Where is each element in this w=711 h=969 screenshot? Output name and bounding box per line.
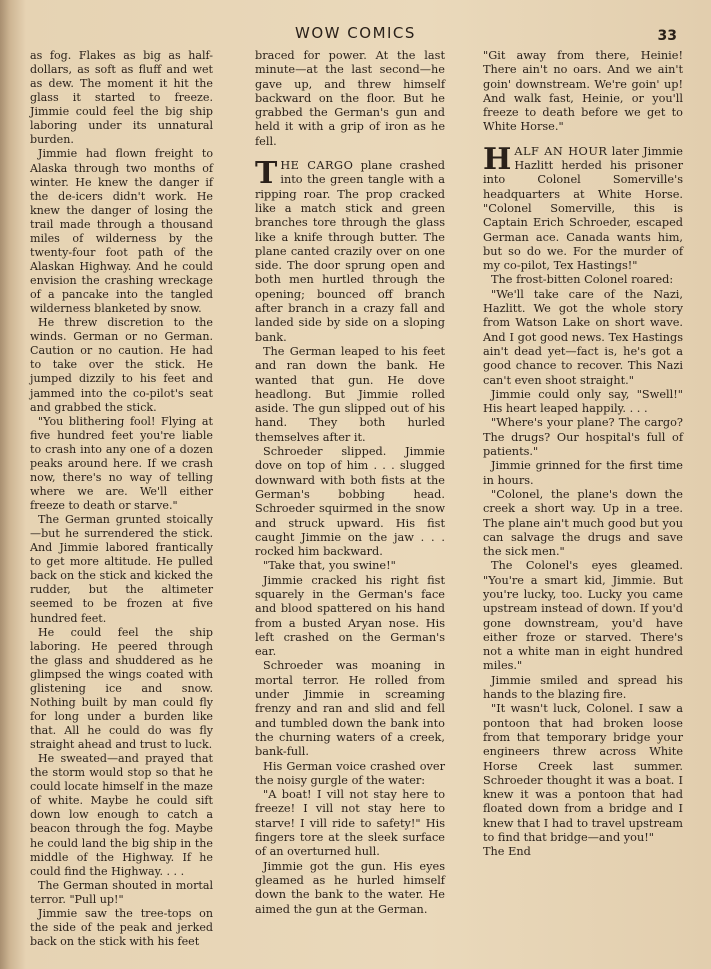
paragraph: The German grunted stoically—but he surrendered the stick. And Jimmie labored frantically to get more altitude. He pulled back on the stick and kicked the rudder, but the altimeter seemed to be frozen at five hundred feet. bbox=[30, 513, 213, 625]
drop-cap: T bbox=[255, 156, 278, 192]
paragraph: Jimmie had flown freight to Alaska through two months of winter. He knew the danger if the de-icers didn't work. He knew the danger of losing the trail made through a thousand miles of wilderness by the twenty-four foot path of the Alaskan Highway. And he could envision the crashing wreckage of a pancake into the tangled wilderness blanketed by snow. bbox=[30, 147, 213, 316]
paragraph-text: plane crashed into the green tangle with a ripping roar. The prop cracked like a match stick and green branches tore through the glass like a knife through butter. The plane canted crazily over on one side. The door sprung open and both men hurtled through the opening; bounced off branch after branch in a crazy fall and landed side by side on a sloping bank. bbox=[255, 159, 445, 344]
story-end-mark: The End bbox=[483, 845, 531, 859]
text-column-1 bbox=[30, 49, 213, 949]
paragraph: The Colonel's eyes gleamed. "You're a smart kid, Jimmie. But you're lucky, too. Lucky you came upstream instead of down. If you'd gone downstream, you'd have either froze or starved. There's not a white man in eight hundred miles." bbox=[483, 559, 683, 673]
section-opening-paragraph bbox=[255, 156, 445, 345]
paragraph: The frost-bitten Colonel roared: bbox=[491, 273, 674, 287]
paragraph: The German shouted in mortal terror. "Pull up!" bbox=[30, 878, 213, 906]
magazine-title: WOW COMICS bbox=[295, 24, 416, 42]
paragraph: Jimmie grinned for the first time in hours. bbox=[483, 459, 683, 487]
page-number: 33 bbox=[657, 28, 677, 44]
paragraph: "You blithering fool! Flying at five hundred feet you're liable to crash into any one of a dozen peaks around here. If we crash now, there's no way of telling where we are. We'll either freeze to death or starve." bbox=[30, 414, 213, 512]
paragraph: braced for power. At the last minute—at the last second—he gave up, and threw himself backward on the floor. But he grabbed the German's gun and held it with a grip of iron as he fell. bbox=[255, 49, 445, 148]
drop-cap: H bbox=[483, 141, 512, 177]
paragraph: as fog. Flakes as big as half-dollars, as soft as fluff and wet as dew. The moment it hit the glass it started to freeze. Jimmie could feel the big ship laboring under its unnatural burden. bbox=[30, 49, 213, 147]
paragraph: Jimmie smiled and spread his hands to the blazing fire. bbox=[483, 673, 683, 702]
paragraph-text: later Jimmie Hazlitt herded his prisoner into Colonel Somerville's headquarters at White Horse. "Colonel Somerville, this is Captain Erich Schroeder, escaped German ace. Canada wants him, but so do we. For the murder of my co-pilot, Tex Hastings!" bbox=[483, 144, 683, 273]
lead-in: ALF AN HOUR bbox=[514, 144, 608, 158]
paragraph: He could feel the ship laboring. He peered through the glass and shuddered as he glimpsed the wings coated with glistening ice and snow. Nothing built by man could fly for long under a burden like that. All he could do was fly straight ahead and trust to luck. bbox=[30, 625, 213, 752]
paragraph: Schroeder slipped. Jimmie dove on top of him . . . slugged downward with both fists at the German's bobbing head. Schroeder squirmed in the snow and struck upward. His fist caught Jimmie on the jaw . . . rocked him backward. bbox=[255, 445, 445, 559]
paragraph: "Colonel, the plane's down the creek a short way. Up in a tree. The plane ain't much good but you can salvage the drugs and save the sick men." bbox=[483, 487, 683, 559]
page-header bbox=[0, 24, 711, 48]
section-opening-paragraph bbox=[483, 141, 683, 274]
paragraph: "Take that, you swine!" bbox=[263, 559, 396, 573]
paragraph: The German leaped to his feet and ran down the bank. He wanted that gun. He dove headlong. But Jimmie rolled aside. The gun slipped out of his hand. They both hurled themselves after it. bbox=[255, 344, 445, 444]
paragraph: Jimmie got the gun. His eyes gleamed as he hurled himself down the bank to the water. He aimed the gun at the German. bbox=[255, 859, 445, 916]
text-column-2 bbox=[255, 49, 445, 917]
paragraph: He threw discretion to the winds. German or no German. Caution or no caution. He had to take over the stick. He jumped dizzily to his feet and jammed into the co-pilot's seat and grabbed the stick. bbox=[30, 316, 213, 414]
paragraph: He sweated—and prayed that the storm would stop so that he could locate himself in the maze of white. Maybe he could sift down low enough to catch a beacon through the fog. Maybe he could land the big ship in the middle of the Highway. If he could find the Highway. . . . bbox=[30, 752, 213, 878]
paragraph: His German voice crashed over the noisy gurgle of the water: bbox=[255, 759, 445, 787]
paragraph: "Where's your plane? The cargo? The drugs? Our hospital's full of patients." bbox=[483, 416, 683, 459]
lead-in: HE CARGO bbox=[280, 159, 354, 173]
paragraph: Schroeder was moaning in mortal terror. He rolled from under Jimmie in screaming frenzy and ran and slid and fell and tumbled down the bank into the churning waters of a creek, bank-full. bbox=[255, 659, 445, 759]
paragraph: "Git away from there, Heinie! There ain't no oars. And we ain't goin' downstream. We're goin' up! And walk fast, Heinie, or you'll freeze to death before we get to White Horse." bbox=[483, 49, 683, 134]
paragraph: "It wasn't luck, Colonel. I saw a pontoon that had broken loose from that temporary bridge your engineers threw across White Horse Creek last summer. Schroeder thought it was a boat. I knew it was a pontoon that had floated down from a bridge and I knew that I had to travel upstream to find that bridge—and you!" bbox=[483, 702, 683, 845]
paragraph: "We'll take care of the Nazi, Hazlitt. We got the whole story from Watson Lake on short wave. And I got good news. Tex Hastings ain't dead yet—fact is, he's got a good chance to recover. This Nazi can't even shoot straight." bbox=[483, 287, 683, 387]
paragraph: Jimmie cracked his right fist squarely in the German's face and blood spattered on his hand from a busted Aryan nose. His left crashed on the German's ear. bbox=[255, 573, 445, 659]
paragraph: Jimmie could only say, "Swell!" His heart leaped happily. . . . bbox=[483, 387, 683, 416]
paragraph: "A boat! I vill not stay here to freeze! I vill not stay here to starve! I vill ride to safety!" His fingers tore at the sleek surface of an overturned hull. bbox=[255, 788, 445, 859]
paragraph: Jimmie saw the tree-tops on the side of the peak and jerked back on the stick with his feet bbox=[30, 906, 213, 948]
text-column-3 bbox=[483, 49, 683, 860]
